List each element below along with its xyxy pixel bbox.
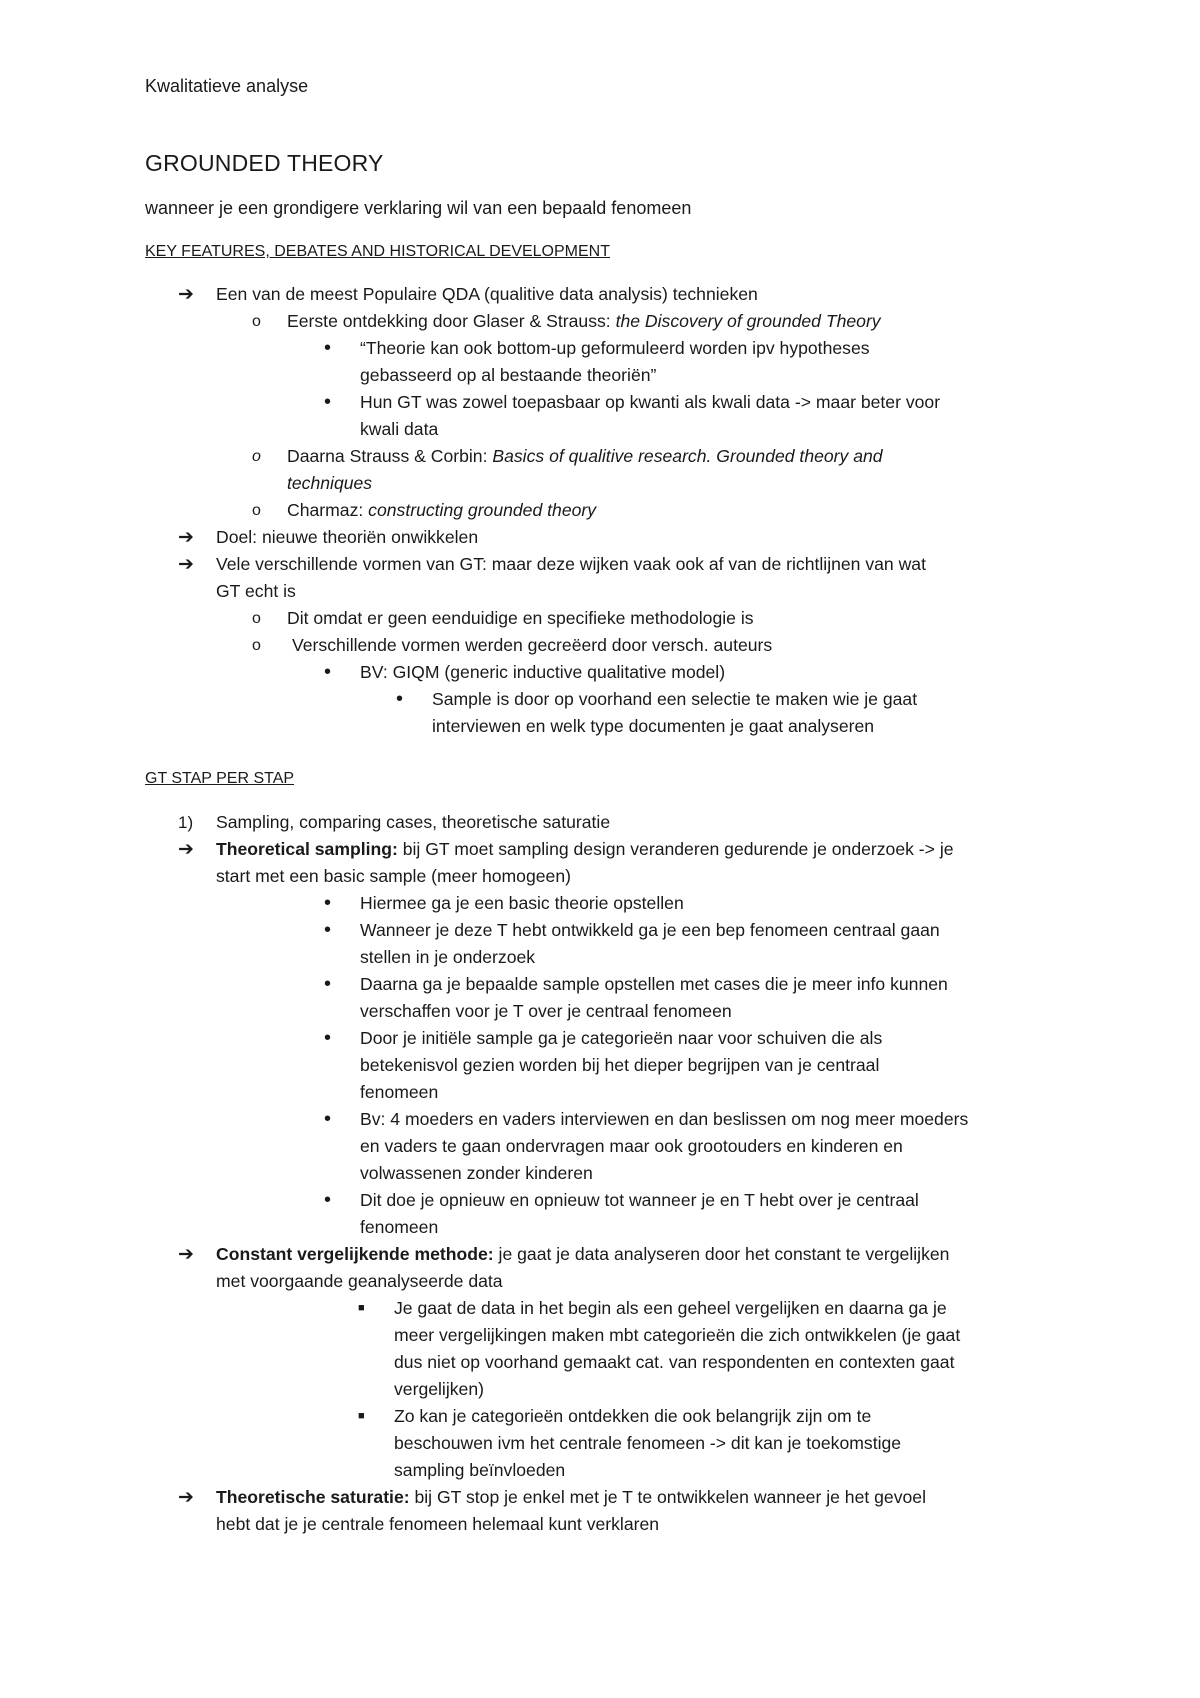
list-item-continued: en vaders te gaan ondervragen maar ook grootouders en kinderen en bbox=[360, 1136, 903, 1156]
section-heading-key-features: KEY FEATURES, DEBATES AND HISTORICAL DEVELOPMENT bbox=[145, 243, 610, 260]
circle-bullet-icon: o bbox=[252, 502, 261, 519]
dot-bullet-icon: • bbox=[324, 1027, 332, 1049]
list-item-continued: stellen in je onderzoek bbox=[360, 947, 536, 967]
arrow-bullet-icon: ➔ bbox=[178, 1487, 194, 1508]
circle-bullet-icon: o bbox=[252, 313, 261, 330]
square-bullet-icon: ■ bbox=[358, 1302, 365, 1314]
list-item: Sample is door op voorhand een selectie te maken wie je gaat bbox=[432, 689, 918, 709]
arrow-bullet-icon: ➔ bbox=[178, 1244, 194, 1265]
arrow-bullet-icon: ➔ bbox=[178, 839, 194, 860]
main-heading: GROUNDED THEORY bbox=[145, 150, 384, 176]
list-item-continued: techniques bbox=[287, 473, 373, 493]
dot-bullet-icon: • bbox=[324, 337, 332, 359]
list-item: Vele verschillende vormen van GT: maar deze wijken vaak ook af van de richtlijnen van wat bbox=[216, 554, 926, 574]
list-item: Dit doe je opnieuw en opnieuw tot wanneer je en T hebt over je centraal bbox=[360, 1190, 919, 1210]
list-item: Theoretische saturatie: bij GT stop je enkel met je T te ontwikkelen wanneer je het gevoel bbox=[216, 1487, 926, 1507]
list-item: Eerste ontdekking door Glaser & Strauss: the Discovery of grounded Theory bbox=[287, 311, 881, 331]
list-item: Dit omdat er geen eenduidige en specifieke methodologie is bbox=[287, 608, 754, 628]
list-item-continued: met voorgaande geanalyseerde data bbox=[216, 1271, 503, 1291]
dot-bullet-icon: • bbox=[324, 1108, 332, 1130]
list-item-continued: fenomeen bbox=[360, 1082, 439, 1102]
circle-bullet-icon: o bbox=[252, 610, 261, 627]
circle-bullet-icon: o bbox=[252, 448, 261, 465]
list-item-continued: kwali data bbox=[360, 419, 439, 439]
square-bullet-icon: ■ bbox=[358, 1410, 365, 1422]
list-item-continued: sampling beïnvloeden bbox=[394, 1460, 566, 1480]
list-item: Bv: 4 moeders en vaders interviewen en dan beslissen om nog meer moeders bbox=[360, 1109, 969, 1129]
step-number: 1) bbox=[178, 813, 194, 832]
dot-bullet-icon: • bbox=[324, 661, 332, 683]
list-item: Een van de meest Populaire QDA (qualitive data analysis) technieken bbox=[216, 284, 758, 304]
arrow-bullet-icon: ➔ bbox=[178, 284, 194, 305]
list-item-continued: meer vergelijkingen maken mbt categorieën die zich ontwikkelen (je gaat bbox=[394, 1325, 961, 1345]
list-item: Charmaz: constructing grounded theory bbox=[287, 500, 597, 520]
dot-bullet-icon: • bbox=[324, 892, 332, 914]
list-item: Je gaat de data in het begin als een geheel vergelijken en daarna ga je bbox=[394, 1298, 947, 1318]
dot-bullet-icon: • bbox=[396, 688, 404, 710]
list-item-continued: betekenisvol gezien worden bij het dieper begrijpen van je centraal bbox=[360, 1055, 880, 1075]
document-header: Kwalitatieve analyse bbox=[145, 76, 309, 96]
list-item: Zo kan je categorieën ontdekken die ook belangrijk zijn om te bbox=[394, 1406, 872, 1426]
list-item: Door je initiële sample ga je categorieën naar voor schuiven die als bbox=[360, 1028, 883, 1048]
list-item: Daarna Strauss & Corbin: Basics of qualitive research. Grounded theory and bbox=[287, 446, 883, 466]
arrow-bullet-icon: ➔ bbox=[178, 527, 194, 548]
list-item-continued: dus niet op voorhand gemaakt cat. van respondenten en contexten gaat bbox=[394, 1352, 955, 1372]
dot-bullet-icon: • bbox=[324, 391, 332, 413]
list-item-continued: start met een basic sample (meer homogeen) bbox=[216, 866, 571, 886]
list-item: Hiermee ga je een basic theorie opstellen bbox=[360, 893, 684, 913]
list-item: Hun GT was zowel toepasbaar op kwanti als kwali data -> maar beter voor bbox=[360, 392, 941, 412]
list-item-continued: interviewen en welk type documenten je gaat analyseren bbox=[432, 716, 875, 736]
arrow-bullet-icon: ➔ bbox=[178, 554, 194, 575]
list-item-continued: gebasseerd op al bestaande theoriën” bbox=[360, 365, 657, 385]
list-item: Daarna ga je bepaalde sample opstellen met cases die je meer info kunnen bbox=[360, 974, 948, 994]
circle-bullet-icon: o bbox=[252, 637, 261, 654]
list-item-continued: vergelijken) bbox=[394, 1379, 484, 1399]
dot-bullet-icon: • bbox=[324, 973, 332, 995]
list-item-continued: hebt dat je je centrale fenomeen helemaal kunt verklaren bbox=[216, 1514, 660, 1534]
list-item-continued: beschouwen ivm het centrale fenomeen -> dit kan je toekomstige bbox=[394, 1433, 902, 1453]
list-item-continued: volwassenen zonder kinderen bbox=[360, 1163, 593, 1183]
section-heading-gt-stap: GT STAP PER STAP bbox=[145, 770, 295, 787]
list-item: Constant vergelijkende methode: je gaat je data analyseren door het constant te vergelijken bbox=[216, 1244, 950, 1264]
list-item: Verschillende vormen werden gecreëerd door versch. auteurs bbox=[292, 635, 773, 655]
dot-bullet-icon: • bbox=[324, 919, 332, 941]
list-item-continued: fenomeen bbox=[360, 1217, 439, 1237]
list-item: Sampling, comparing cases, theoretische saturatie bbox=[216, 812, 611, 832]
dot-bullet-icon: • bbox=[324, 1189, 332, 1211]
list-item: Wanneer je deze T hebt ontwikkeld ga je een bep fenomeen centraal gaan bbox=[360, 920, 940, 940]
list-item: “Theorie kan ook bottom-up geformuleerd worden ipv hypotheses bbox=[360, 338, 870, 358]
list-item: BV: GIQM (generic inductive qualitative model) bbox=[360, 662, 726, 682]
list-item: Doel: nieuwe theoriën onwikkelen bbox=[216, 527, 479, 547]
intro-line: wanneer je een grondigere verklaring wil van een bepaald fenomeen bbox=[145, 198, 692, 218]
list-item-continued: verschaffen voor je T over je centraal fenomeen bbox=[360, 1001, 732, 1021]
list-item-continued: GT echt is bbox=[216, 581, 296, 601]
list-item: Theoretical sampling: bij GT moet sampling design veranderen gedurende je onderzoek -> je bbox=[216, 839, 954, 859]
